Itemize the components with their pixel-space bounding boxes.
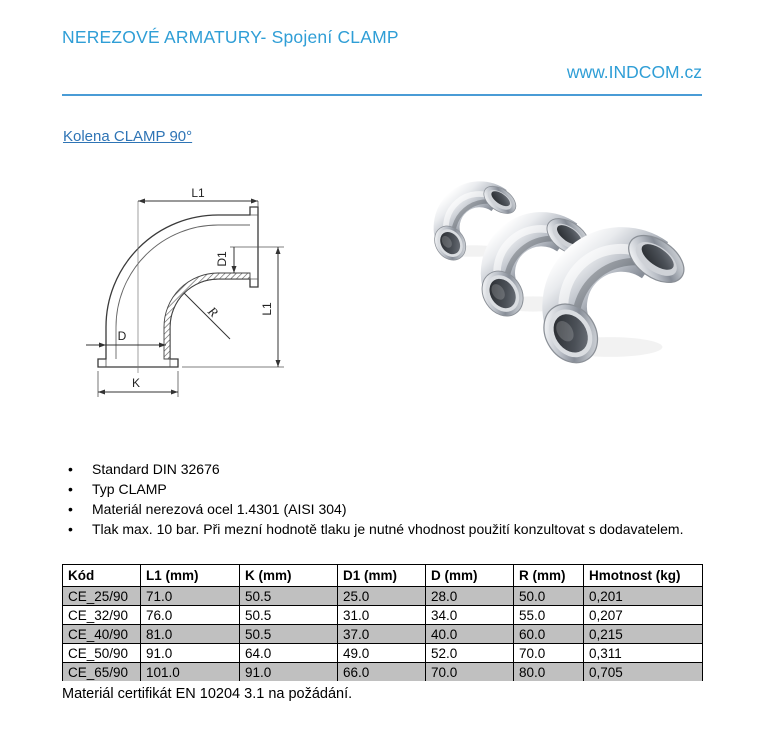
table-cell: 50.0 (514, 587, 584, 606)
table-cell: 52.0 (426, 644, 514, 663)
bullet-item: • Standard DIN 32676 (62, 459, 722, 479)
bullet-item: • Typ CLAMP (62, 479, 722, 499)
product-photo (400, 163, 740, 378)
table-cell: 66.0 (338, 663, 426, 682)
table-row (63, 625, 703, 644)
table-cell: 101.0 (141, 663, 240, 682)
table-row (63, 644, 703, 663)
table-row (63, 587, 703, 606)
table-cell: CE_40/90 (63, 625, 141, 644)
table-cell: 0,207 (584, 606, 703, 625)
bullet-item: • Materiál nerezová ocel 1.4301 (AISI 304) (62, 499, 722, 519)
spec-table-wrap (62, 564, 703, 681)
page-title: NEREZOVÉ ARMATURY- Spojení CLAMP (62, 27, 399, 47)
table-cell: 50.5 (240, 587, 338, 606)
table-cell: CE_50/90 (63, 644, 141, 663)
column-header: L1 (mm) (141, 565, 240, 587)
table-cell: 55.0 (514, 606, 584, 625)
table-cell: 60.0 (514, 625, 584, 644)
table-cell: 37.0 (338, 625, 426, 644)
table-row (63, 663, 703, 682)
dim-label-l1-top: L1 (191, 186, 205, 200)
table-cell: 91.0 (141, 644, 240, 663)
table-cell: 64.0 (240, 644, 338, 663)
dim-arrow-d1 (232, 266, 237, 273)
table-cell: 76.0 (141, 606, 240, 625)
column-header: D (mm) (426, 565, 514, 587)
table-cell: 0,201 (584, 587, 703, 606)
table-cell: 70.0 (426, 663, 514, 682)
table-cell: 31.0 (338, 606, 426, 625)
table-cell: 28.0 (426, 587, 514, 606)
table-cell: CE_65/90 (63, 663, 141, 682)
column-header: K (mm) (240, 565, 338, 587)
technical-drawing (58, 157, 398, 437)
table-cell: 50.5 (240, 625, 338, 644)
table-cell: 91.0 (240, 663, 338, 682)
table-header-row (63, 565, 703, 587)
dim-label-k: K (131, 376, 141, 390)
dim-label-d: D (117, 329, 127, 343)
table-cell: 0,705 (584, 663, 703, 682)
table-cell: 40.0 (426, 625, 514, 644)
column-header: Hmotnost (kg) (584, 565, 703, 587)
website-link[interactable]: www.INDCOM.cz (566, 62, 702, 82)
footer-note: Materiál certifikát EN 10204 3.1 na požádání. (62, 686, 353, 702)
table-cell: 50.5 (240, 606, 338, 625)
section-title-link[interactable]: Kolena CLAMP 90° (63, 128, 193, 145)
table-cell: 80.0 (514, 663, 584, 682)
bullet-item: • Tlak max. 10 bar. Při mezní hodnotě tlaku je nutné vhodnost použití konzultovat s dodavatelem. (62, 519, 722, 539)
column-header: R (mm) (514, 565, 584, 587)
header-divider (62, 94, 702, 96)
table-cell: 0,215 (584, 625, 703, 644)
table-cell: CE_32/90 (63, 606, 141, 625)
elbow-outline (98, 207, 258, 367)
table-cell: 25.0 (338, 587, 426, 606)
table-cell: 34.0 (426, 606, 514, 625)
dim-label-r: R (205, 303, 222, 320)
spec-table-body (63, 587, 703, 682)
bullet-list (62, 459, 722, 539)
column-header: D1 (mm) (338, 565, 426, 587)
table-cell: 49.0 (338, 644, 426, 663)
table-cell: 71.0 (141, 587, 240, 606)
table-cell: 70.0 (514, 644, 584, 663)
spec-table (62, 564, 703, 681)
dim-label-d1: D1 (215, 251, 229, 267)
table-cell: 81.0 (141, 625, 240, 644)
table-cell: 0,311 (584, 644, 703, 663)
table-cell: CE_25/90 (63, 587, 141, 606)
column-header: Kód (63, 565, 141, 587)
dim-label-l1-right: L1 (260, 302, 274, 316)
table-row (63, 606, 703, 625)
